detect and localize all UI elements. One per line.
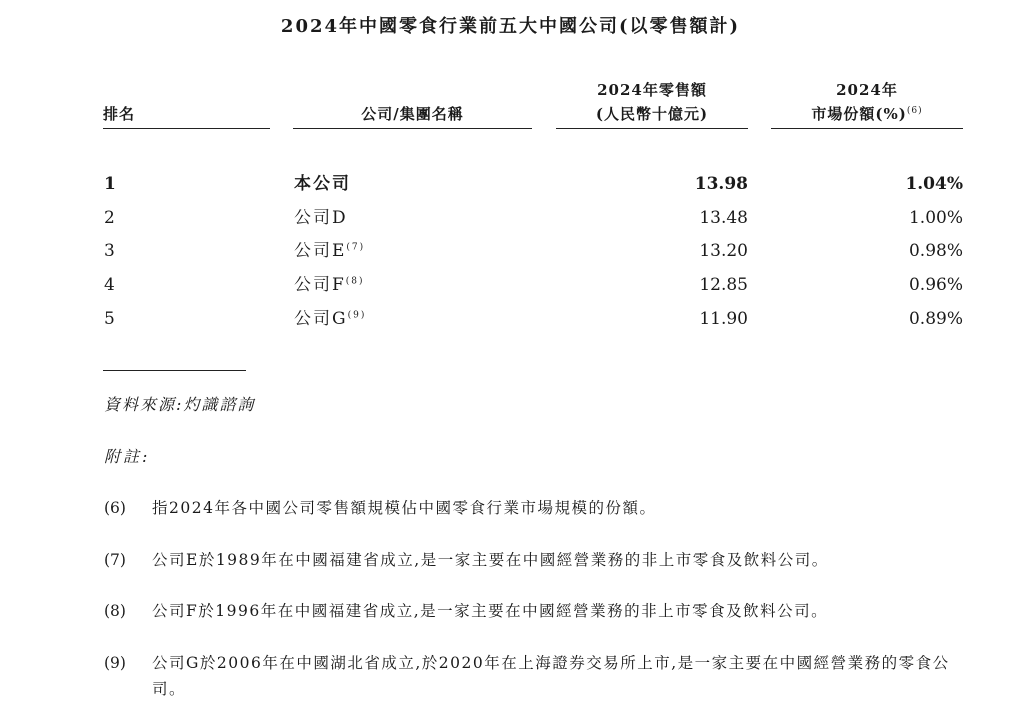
row-company [294,203,348,233]
row-company [294,270,365,300]
row-sales: 12.85 [699,275,748,295]
row-company [294,169,351,199]
header-sales-line2: (人民幣十億元) [595,105,709,123]
row-share: 0.89% [908,309,963,329]
notes-heading: 附註: [104,447,151,466]
row-company-name: 公司E [294,241,347,261]
footnote-text: 公司G於2006年在中國湖北省成立,於2020年在上海證券交易所上市,是一家主要在中國經營業務的零食公司。 [152,654,950,698]
row-company-name: 公司G [294,309,348,329]
row-rank: 3 [104,241,115,261]
footnote-text: 公司F於1996年在中國福建省成立,是一家主要在中國經營業務的非上市零食及飲料公司。 [152,602,829,620]
table-row [0,203,1021,233]
row-rank: 1 [104,174,116,194]
row-share: 0.96% [908,275,963,295]
header-share-label: 市場份額(%) [811,105,907,123]
row-sales: 13.48 [699,208,748,228]
row-share: 1.04% [905,174,963,194]
header-share-line1: 2024年 [836,81,898,99]
header-rank [103,102,270,129]
row-sales: 13.98 [694,174,748,194]
row-company-name: 本公司 [294,174,351,194]
row-sales: 13.20 [699,241,748,261]
row-rank: 4 [104,275,115,295]
header-share [771,78,963,129]
row-company-name: 公司F [294,275,346,295]
row-rank: 5 [104,309,115,329]
footnote-number: (6) [104,499,126,517]
table-row [0,304,1021,334]
document-title: 2024年中國零食行業前五大中國公司(以零售額計) [280,16,741,37]
footnote-text: 公司E於1989年在中國福建省成立,是一家主要在中國經營業務的非上市零食及飲料公司。 [152,551,829,569]
row-rank: 2 [104,208,115,228]
header-sales [556,78,748,129]
header-share-line2 [771,102,963,126]
row-company-name: 公司D [294,208,348,228]
footnote-number: (7) [104,551,126,569]
row-company-footnote: (8) [345,276,365,287]
header-share-footnote: (6) [906,106,923,116]
source-line: 資料來源:灼識諮詢 [104,395,256,414]
row-share: 1.00% [908,208,963,228]
row-company-footnote: (7) [346,242,366,253]
header-company-label: 公司/集團名稱 [361,105,464,123]
header-sales-line1: 2024年零售額 [597,81,707,99]
row-share: 0.98% [908,241,963,261]
row-company-footnote: (9) [347,310,367,321]
header-company [293,102,532,129]
footnote-number: (9) [104,654,126,672]
row-company [294,304,366,334]
footnote-number: (8) [104,602,126,620]
table-row [0,169,1021,199]
header-rank-label: 排名 [103,105,136,123]
table-row [0,270,1021,300]
table-row [0,236,1021,266]
row-company [294,236,365,266]
row-sales: 11.90 [699,309,748,329]
footnote-divider [103,370,246,371]
footnote-text: 指2024年各中國公司零售額規模佔中國零食行業市場規模的份額。 [152,499,657,517]
